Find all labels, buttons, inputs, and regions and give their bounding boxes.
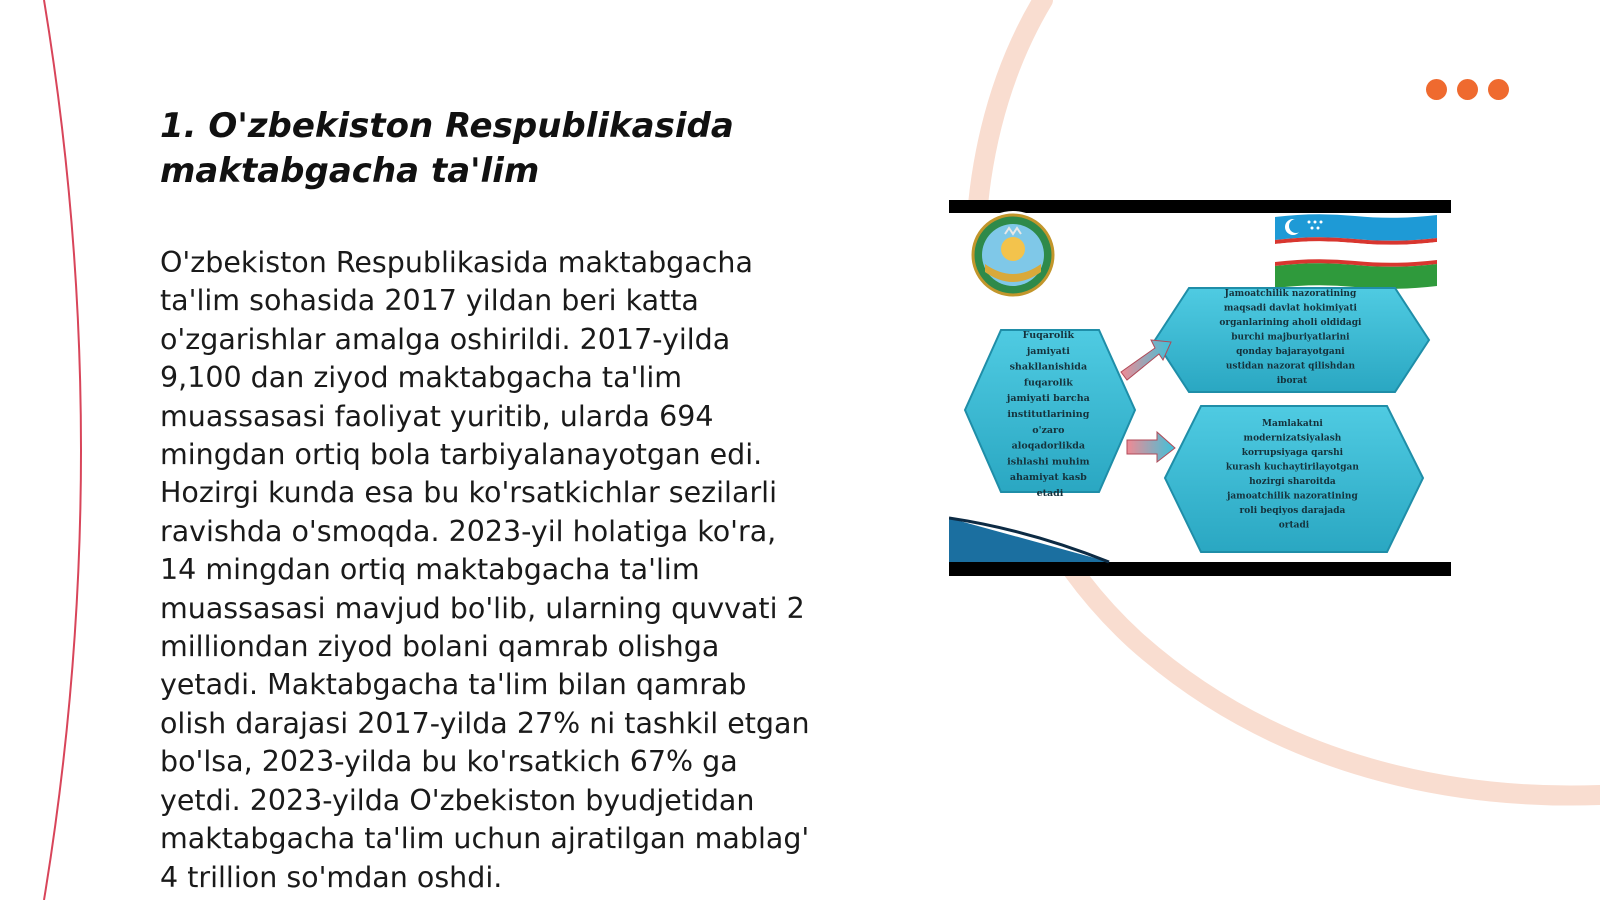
hex-line: organlarining aholi oldidagi xyxy=(1219,318,1362,328)
body-line: yetadi. Maktabgacha ta'lim bilan qamrab xyxy=(160,668,747,702)
dot-2 xyxy=(1457,79,1478,100)
hex-line: roli beqiyos darajada xyxy=(1239,506,1346,516)
hex-line: jamiyati xyxy=(1026,345,1070,357)
left-red-curve xyxy=(44,0,81,900)
body-line: bo'lsa, 2023-yilda bu ko'rsatkich 67% ga xyxy=(160,745,738,779)
hex-line: modernizatsiyalash xyxy=(1243,433,1342,444)
hex-line: maqsadi davlat hokimiyati xyxy=(1223,303,1357,314)
title-line: 1. O'zbekiston Respublikasida xyxy=(160,106,734,146)
body-line: 9,100 dan ziyod maktabgacha ta'lim xyxy=(160,361,683,395)
state-emblem-icon xyxy=(969,211,1057,299)
body-line: 14 mingdan ortiq maktabgacha ta'lim xyxy=(160,553,700,587)
hex-line: korrupsiyaga qarshi xyxy=(1241,448,1344,458)
body-line: yetdi. 2023-yilda O'zbekiston byudjetidan xyxy=(160,783,755,817)
body-line: ravishda o'smoqda. 2023-yil holatiga ko'ra, xyxy=(160,514,777,548)
hex-line: jamoatchilik nazoratining xyxy=(1227,491,1358,502)
body-line: o'zgarishlar amalga oshirildi. 2017-yilda xyxy=(160,322,731,356)
hex-line: qonday bajarayotgani xyxy=(1236,347,1345,357)
body-line: mingdan ortiq bola tarbiyalanayotgan edi. xyxy=(160,438,763,472)
body-line: Hozirgi kunda esa bu ko'rsatkichlar sezilarli xyxy=(160,476,777,510)
hex-line: etadi xyxy=(1036,488,1064,499)
hex-line: ishlashi muhim xyxy=(1007,456,1090,468)
body-paragraph xyxy=(160,244,850,897)
hex-line: ortadi xyxy=(1278,520,1310,531)
hex-line: kurash kuchaytirilayotgan xyxy=(1225,462,1359,473)
slide-picture xyxy=(949,200,1451,576)
body-line: ta'lim sohasida 2017 yildan beri katta xyxy=(160,284,699,318)
hex-line: Mamlakatni xyxy=(1262,419,1323,429)
body-line: olish darajasi 2017-yilda 27% ni tashkil etgan xyxy=(160,706,810,740)
hex-line: Jamoatchilik nazoratining xyxy=(1224,289,1357,299)
title-line: maktabgacha ta'lim xyxy=(160,151,540,191)
hex-line: institutlarining xyxy=(1007,409,1090,420)
hex-line: ahamiyat kasb xyxy=(1009,472,1087,484)
dot-3 xyxy=(1488,79,1509,100)
national-flag-icon xyxy=(1275,214,1437,289)
hex-line: o'zaro xyxy=(1032,424,1065,436)
hex-line: iborat xyxy=(1276,376,1308,386)
hex-line: hozirgi sharoitda xyxy=(1249,477,1336,487)
hex-line: jamiyati barcha xyxy=(1006,393,1090,405)
hex-line: fuqarolik xyxy=(1023,377,1073,389)
hex-line: Fuqarolik xyxy=(1022,330,1075,341)
hex-line: shakllanishida xyxy=(1009,361,1088,373)
body-line: O'zbekiston Respublikasida maktabgacha xyxy=(160,246,753,279)
hex-line: burchi majburiyatlarini xyxy=(1231,332,1350,343)
dot-1 xyxy=(1426,79,1447,100)
body-line: milliondan ziyod bolani qamrab olishga xyxy=(160,630,720,664)
hex-line: ustidan nazorat qilishdan xyxy=(1225,361,1356,372)
hexagon-top-right-text xyxy=(1219,289,1364,386)
slide-dots xyxy=(1426,79,1509,100)
slide-title xyxy=(160,104,860,194)
hex-line: aloqadorlikda xyxy=(1011,440,1086,452)
diagram-picture xyxy=(949,200,1451,576)
body-line: 4 trillion so'mdan oshdi. xyxy=(160,860,503,894)
body-line: maktabgacha ta'lim uchun ajratilgan mablag' xyxy=(160,822,810,856)
body-line: muassasasi faoliyat yuritib, ularda 694 xyxy=(160,399,714,433)
body-line: muassasasi mavjud bo'lib, ularning quvvati 2 xyxy=(160,591,805,625)
